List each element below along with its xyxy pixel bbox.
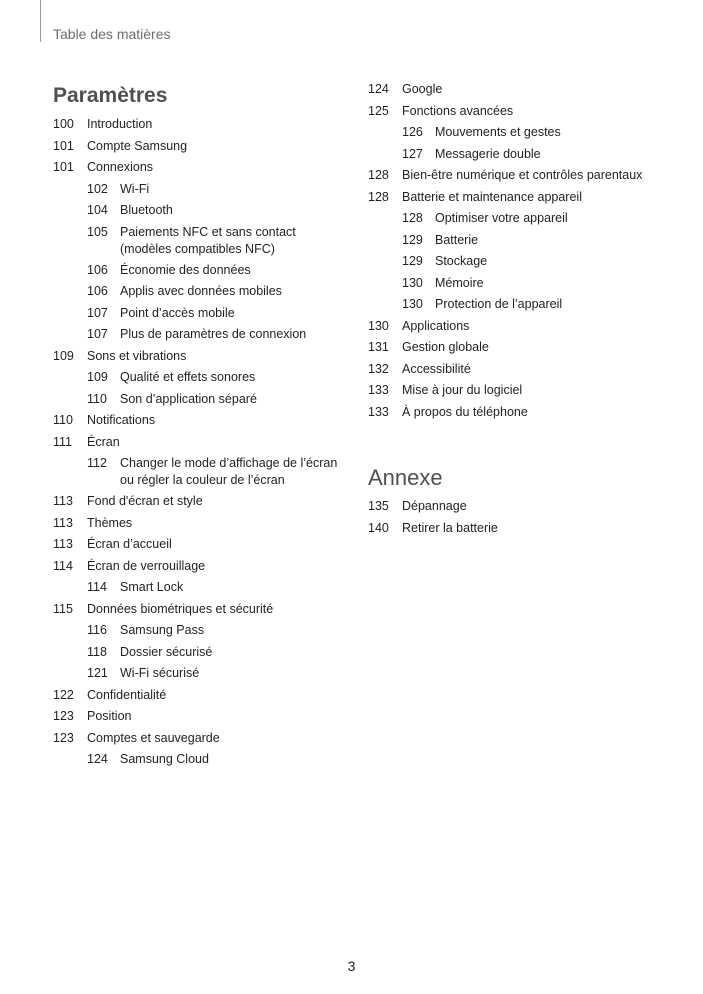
- toc-entry-title: Smart Lock: [120, 580, 184, 594]
- toc-entry-page-number: 128: [402, 211, 423, 225]
- toc-list-annexe: [368, 498, 688, 541]
- toc-entry-page-number: 126: [402, 125, 423, 139]
- toc-entry-page-number: 109: [87, 370, 108, 384]
- toc-entry-title: Stockage: [435, 254, 488, 268]
- header-divider: [40, 0, 41, 42]
- toc-entry-title: Applications: [402, 318, 470, 333]
- toc-entry-title: Qualité et effets sonores: [120, 370, 256, 384]
- toc-entry[interactable]: [53, 224, 353, 262]
- toc-entry[interactable]: [53, 536, 353, 558]
- toc-entry[interactable]: [53, 730, 353, 752]
- toc-entry-title: Confidentialité: [87, 687, 167, 702]
- toc-entry-title: À propos du téléphone: [402, 404, 528, 419]
- toc-entry[interactable]: [53, 369, 353, 391]
- toc-entry-page-number: 122: [53, 687, 74, 702]
- toc-entry-page-number: 107: [87, 327, 108, 341]
- toc-entry-title: Wi-Fi: [120, 181, 150, 196]
- toc-entry[interactable]: [368, 232, 688, 254]
- toc-entry-title: Applis avec données mobiles: [120, 284, 282, 298]
- toc-entry-title: Bien-être numérique et contrôles parentaux: [402, 168, 643, 182]
- toc-entry-page-number: 114: [87, 580, 107, 594]
- toc-entry-page-number: 140: [368, 520, 389, 535]
- page-header-title: Table des matières: [53, 26, 171, 42]
- toc-entry-title: Protection de l’appareil: [435, 297, 563, 311]
- toc-entry-page-number: 104: [87, 203, 108, 217]
- toc-entry-page-number: 112: [87, 456, 107, 470]
- toc-entry-title: Point d’accès mobile: [120, 305, 235, 320]
- toc-entry-page-number: 106: [87, 262, 108, 277]
- toc-entry[interactable]: [368, 103, 688, 125]
- toc-entry-title: Notifications: [87, 413, 156, 427]
- toc-entry-title: Mouvements et gestes: [435, 125, 561, 139]
- toc-entry-title: Samsung Pass: [120, 623, 205, 637]
- toc-entry-page-number: 123: [53, 730, 74, 745]
- toc-entry-title: Batterie et maintenance appareil: [402, 189, 582, 204]
- toc-entry[interactable]: [368, 167, 688, 189]
- toc-entry-title: Connexions: [87, 160, 154, 174]
- toc-entry-page-number: 135: [368, 499, 389, 513]
- toc-entry[interactable]: [368, 361, 688, 383]
- toc-entry[interactable]: [53, 622, 353, 644]
- toc-entry-title: Dépannage: [402, 499, 467, 513]
- toc-entry-title: Plus de paramètres de connexion: [120, 327, 307, 341]
- toc-entry-title: Économie des données: [120, 262, 251, 277]
- toc-entry[interactable]: [368, 296, 688, 318]
- toc-entry-page-number: 113: [53, 494, 73, 508]
- toc-entry[interactable]: [53, 708, 353, 730]
- toc-entry-page-number: 129: [402, 254, 423, 268]
- toc-entry-page-number: 100: [53, 117, 74, 131]
- toc-entry-page-number: 111: [53, 434, 73, 449]
- toc-entry-page-number: 128: [368, 168, 389, 182]
- toc-entry[interactable]: [53, 751, 353, 773]
- toc-entry-page-number: 101: [53, 138, 74, 153]
- toc-entry[interactable]: [53, 159, 353, 181]
- toc-entry[interactable]: [53, 202, 353, 224]
- toc-entry[interactable]: [368, 210, 688, 232]
- toc-entry[interactable]: [53, 283, 353, 305]
- toc-entry[interactable]: [368, 339, 688, 361]
- toc-entry-page-number: 132: [368, 361, 389, 376]
- toc-entry-title: Écran: [87, 434, 120, 449]
- toc-entry-title: Optimiser votre appareil: [435, 211, 568, 225]
- toc-entry-page-number: 121: [87, 666, 108, 680]
- toc-entry-title: Fond d'écran et style: [87, 494, 203, 508]
- toc-entry[interactable]: [53, 391, 353, 413]
- toc-entry-title: Comptes et sauvegarde: [87, 730, 220, 745]
- toc-entry-title: Écran de verrouillage: [87, 558, 206, 573]
- toc-list-parametres-continued: [368, 81, 688, 425]
- toc-right-column: [368, 81, 688, 541]
- toc-entry[interactable]: [53, 601, 353, 623]
- toc-entry[interactable]: [53, 434, 353, 456]
- toc-entry[interactable]: [368, 189, 688, 211]
- toc-entry-title: Compte Samsung: [87, 138, 188, 153]
- toc-entry[interactable]: [368, 81, 688, 103]
- toc-entry-title: Messagerie double: [435, 146, 541, 161]
- toc-entry-title: Wi-Fi sécurisé: [120, 666, 200, 680]
- toc-entry-title: Paiements NFC et sans contact: [120, 224, 296, 239]
- toc-entry[interactable]: [53, 644, 353, 666]
- section-title-annexe: Annexe: [368, 465, 443, 490]
- toc-entry-page-number: 107: [87, 305, 108, 320]
- toc-list-parametres: [53, 116, 353, 773]
- toc-entry[interactable]: [53, 455, 353, 493]
- section-title-parametres: Paramètres: [53, 84, 168, 107]
- toc-entry-page-number: 113: [53, 537, 73, 551]
- toc-entry-title: Retirer la batterie: [402, 520, 498, 535]
- toc-entry-title: Thèmes: [87, 515, 133, 530]
- toc-entry-title: Position: [87, 709, 132, 723]
- toc-entry-title: Écran d’accueil: [87, 537, 172, 551]
- toc-entry[interactable]: [53, 262, 353, 284]
- toc-entry-page-number: 114: [53, 558, 73, 573]
- toc-entry[interactable]: [53, 326, 353, 348]
- toc-entry-title: Samsung Cloud: [120, 752, 209, 766]
- toc-entry-title: Son d’application séparé: [120, 391, 257, 406]
- toc-entry[interactable]: [53, 412, 353, 434]
- toc-entry[interactable]: [368, 404, 688, 426]
- toc-entry-page-number: 116: [87, 623, 107, 637]
- toc-left-column: [53, 82, 353, 773]
- toc-entry-title: Batterie: [435, 232, 479, 247]
- toc-entry[interactable]: [368, 382, 688, 404]
- toc-entry[interactable]: [53, 558, 353, 580]
- toc-entry[interactable]: [53, 579, 353, 601]
- toc-entry-title: Données biométriques et sécurité: [87, 601, 274, 616]
- toc-entry[interactable]: [368, 253, 688, 275]
- toc-entry-page-number: 130: [368, 318, 389, 333]
- toc-entry-title: Mise à jour du logiciel: [402, 383, 523, 397]
- toc-entry-page-number: 129: [402, 232, 423, 247]
- toc-entry-page-number: 133: [368, 383, 389, 397]
- toc-entry[interactable]: [53, 348, 353, 370]
- toc-entry-title: Fonctions avancées: [402, 103, 514, 118]
- toc-entry[interactable]: [53, 138, 353, 160]
- toc-entry-page-number: 131: [368, 340, 389, 354]
- toc-entry-page-number: 124: [87, 752, 108, 766]
- toc-entry-page-number: 128: [368, 189, 389, 204]
- toc-entry[interactable]: [53, 181, 353, 203]
- toc-entry-page-number: 102: [87, 181, 108, 196]
- toc-entry-title-continued: ou régler la couleur de l’écran: [120, 473, 285, 487]
- toc-entry[interactable]: [53, 116, 353, 138]
- toc-entry-title: Dossier sécurisé: [120, 644, 213, 659]
- toc-entry-title: Google: [402, 82, 443, 96]
- toc-entry-page-number: 118: [87, 644, 107, 659]
- toc-entry-page-number: 115: [53, 601, 73, 616]
- toc-entry[interactable]: [53, 305, 353, 327]
- toc-entry-page-number: 123: [53, 709, 74, 723]
- toc-entry-page-number: 105: [87, 224, 108, 239]
- toc-entry-page-number: 133: [368, 404, 389, 419]
- toc-entry-page-number: 113: [53, 515, 73, 530]
- toc-entry[interactable]: [368, 124, 688, 146]
- toc-entry-page-number: 130: [402, 297, 423, 311]
- toc-entry-page-number: 106: [87, 284, 108, 298]
- toc-entry-title: Mémoire: [435, 275, 484, 290]
- toc-entry-title: Sons et vibrations: [87, 348, 187, 363]
- toc-entry[interactable]: [53, 515, 353, 537]
- toc-entry-page-number: 127: [402, 146, 423, 161]
- toc-entry[interactable]: [368, 520, 688, 542]
- toc-entry-title: Changer le mode d’affichage de l’écran: [120, 456, 338, 470]
- toc-entry[interactable]: [368, 498, 688, 520]
- toc-entry[interactable]: [368, 275, 688, 297]
- page-number: 3: [347, 958, 356, 974]
- toc-entry-title-continued: (modèles compatibles NFC): [120, 241, 275, 256]
- toc-entry-page-number: 110: [87, 391, 107, 406]
- toc-entry-title: Gestion globale: [402, 340, 489, 354]
- toc-entry[interactable]: [368, 146, 688, 168]
- toc-entry-page-number: 125: [368, 103, 389, 118]
- toc-entry-page-number: 109: [53, 348, 74, 363]
- toc-entry[interactable]: [53, 687, 353, 709]
- toc-entry-page-number: 124: [368, 82, 389, 96]
- toc-entry-title: Introduction: [87, 117, 153, 131]
- toc-entry-title: Accessibilité: [402, 361, 471, 376]
- toc-entry[interactable]: [53, 493, 353, 515]
- toc-entry-page-number: 101: [53, 160, 74, 174]
- toc-entry-title: Bluetooth: [120, 203, 173, 217]
- toc-entry[interactable]: [53, 665, 353, 687]
- toc-entry-page-number: 130: [402, 275, 423, 290]
- toc-entry[interactable]: [368, 318, 688, 340]
- toc-entry-page-number: 110: [53, 413, 73, 427]
